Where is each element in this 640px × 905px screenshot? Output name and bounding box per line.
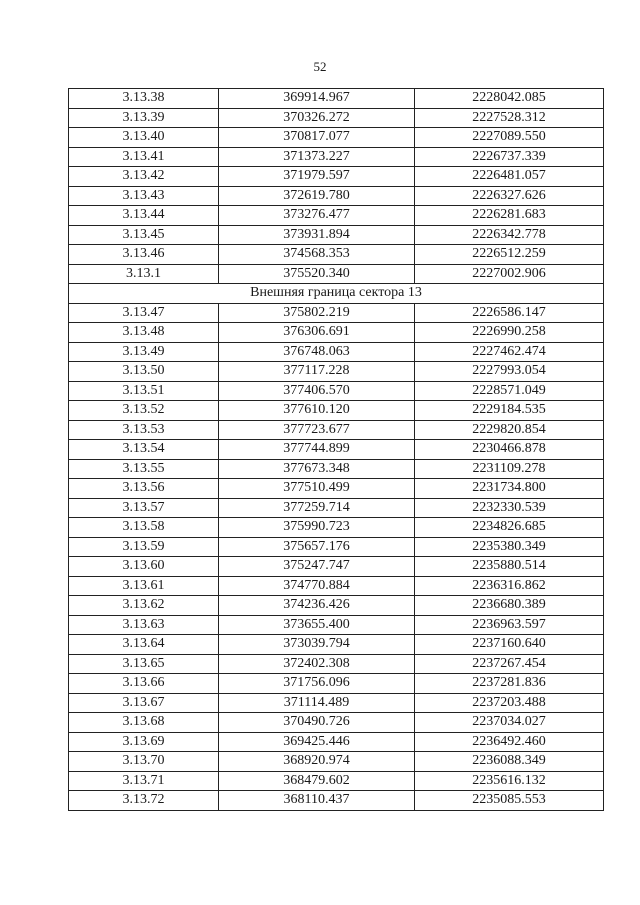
point-id-cell: 3.13.70 [69, 752, 219, 772]
y-coordinate-cell: 2226512.259 [415, 245, 604, 265]
y-coordinate-cell: 2228042.085 [415, 89, 604, 109]
point-id-cell: 3.13.64 [69, 635, 219, 655]
point-id-cell: 3.13.44 [69, 206, 219, 226]
point-id-cell: 3.13.41 [69, 147, 219, 167]
y-coordinate-cell: 2231734.800 [415, 479, 604, 499]
x-coordinate-cell: 373655.400 [219, 615, 415, 635]
x-coordinate-cell: 372619.780 [219, 186, 415, 206]
x-coordinate-cell: 377259.714 [219, 498, 415, 518]
point-id-cell: 3.13.56 [69, 479, 219, 499]
x-coordinate-cell: 375657.176 [219, 537, 415, 557]
rows-before-group [69, 89, 604, 284]
x-coordinate-cell: 370326.272 [219, 108, 415, 128]
table-row [69, 791, 604, 811]
table-row [69, 479, 604, 499]
y-coordinate-cell: 2226737.339 [415, 147, 604, 167]
table-row [69, 108, 604, 128]
x-coordinate-cell: 369914.967 [219, 89, 415, 109]
point-id-cell: 3.13.40 [69, 128, 219, 148]
y-coordinate-cell: 2237034.027 [415, 713, 604, 733]
y-coordinate-cell: 2226586.147 [415, 303, 604, 323]
x-coordinate-cell: 373931.894 [219, 225, 415, 245]
point-id-cell: 3.13.65 [69, 654, 219, 674]
table-row [69, 147, 604, 167]
point-id-cell: 3.13.68 [69, 713, 219, 733]
x-coordinate-cell: 371756.096 [219, 674, 415, 694]
table-row [69, 518, 604, 538]
y-coordinate-cell: 2236492.460 [415, 732, 604, 752]
y-coordinate-cell: 2226327.626 [415, 186, 604, 206]
x-coordinate-cell: 377406.570 [219, 381, 415, 401]
x-coordinate-cell: 368479.602 [219, 771, 415, 791]
point-id-cell: 3.13.47 [69, 303, 219, 323]
table-row [69, 167, 604, 187]
x-coordinate-cell: 376306.691 [219, 323, 415, 343]
table-row [69, 206, 604, 226]
y-coordinate-cell: 2230466.878 [415, 440, 604, 460]
point-id-cell: 3.13.48 [69, 323, 219, 343]
x-coordinate-cell: 371373.227 [219, 147, 415, 167]
table-row [69, 752, 604, 772]
y-coordinate-cell: 2226481.057 [415, 167, 604, 187]
table-row [69, 498, 604, 518]
table-row [69, 303, 604, 323]
y-coordinate-cell: 2231109.278 [415, 459, 604, 479]
x-coordinate-cell: 375520.340 [219, 264, 415, 284]
point-id-cell: 3.13.51 [69, 381, 219, 401]
point-id-cell: 3.13.61 [69, 576, 219, 596]
table-row [69, 420, 604, 440]
y-coordinate-cell: 2235085.553 [415, 791, 604, 811]
table-row [69, 459, 604, 479]
table-row [69, 89, 604, 109]
x-coordinate-cell: 377744.899 [219, 440, 415, 460]
point-id-cell: 3.13.38 [69, 89, 219, 109]
section-title: Внешняя граница сектора 13 [69, 284, 604, 304]
x-coordinate-cell: 373039.794 [219, 635, 415, 655]
table-row [69, 401, 604, 421]
table-row [69, 674, 604, 694]
x-coordinate-cell: 377117.228 [219, 362, 415, 382]
x-coordinate-cell: 368920.974 [219, 752, 415, 772]
y-coordinate-cell: 2237160.640 [415, 635, 604, 655]
x-coordinate-cell: 370490.726 [219, 713, 415, 733]
point-id-cell: 3.13.66 [69, 674, 219, 694]
table-row [69, 537, 604, 557]
table-row [69, 225, 604, 245]
x-coordinate-cell: 372402.308 [219, 654, 415, 674]
point-id-cell: 3.13.1 [69, 264, 219, 284]
y-coordinate-cell: 2237267.454 [415, 654, 604, 674]
y-coordinate-cell: 2227089.550 [415, 128, 604, 148]
y-coordinate-cell: 2229820.854 [415, 420, 604, 440]
x-coordinate-cell: 371114.489 [219, 693, 415, 713]
coordinates-table [68, 88, 604, 811]
point-id-cell: 3.13.57 [69, 498, 219, 518]
y-coordinate-cell: 2235380.349 [415, 537, 604, 557]
y-coordinate-cell: 2235616.132 [415, 771, 604, 791]
y-coordinate-cell: 2237203.488 [415, 693, 604, 713]
table-row [69, 186, 604, 206]
point-id-cell: 3.13.59 [69, 537, 219, 557]
y-coordinate-cell: 2228571.049 [415, 381, 604, 401]
y-coordinate-cell: 2236088.349 [415, 752, 604, 772]
y-coordinate-cell: 2226990.258 [415, 323, 604, 343]
page-number: 52 [313, 59, 327, 74]
y-coordinate-cell: 2226342.778 [415, 225, 604, 245]
y-coordinate-cell: 2227993.054 [415, 362, 604, 382]
table-row [69, 342, 604, 362]
x-coordinate-cell: 374568.353 [219, 245, 415, 265]
section-header-row [69, 284, 604, 304]
x-coordinate-cell: 373276.477 [219, 206, 415, 226]
y-coordinate-cell: 2226281.683 [415, 206, 604, 226]
point-id-cell: 3.13.55 [69, 459, 219, 479]
table-row [69, 381, 604, 401]
x-coordinate-cell: 369425.446 [219, 732, 415, 752]
point-id-cell: 3.13.63 [69, 615, 219, 635]
rows-after-group [69, 303, 604, 810]
table-row [69, 323, 604, 343]
point-id-cell: 3.13.43 [69, 186, 219, 206]
point-id-cell: 3.13.67 [69, 693, 219, 713]
point-id-cell: 3.13.69 [69, 732, 219, 752]
y-coordinate-cell: 2236316.862 [415, 576, 604, 596]
table-row [69, 635, 604, 655]
point-id-cell: 3.13.71 [69, 771, 219, 791]
point-id-cell: 3.13.45 [69, 225, 219, 245]
x-coordinate-cell: 375802.219 [219, 303, 415, 323]
table-row [69, 128, 604, 148]
table-row [69, 596, 604, 616]
point-id-cell: 3.13.58 [69, 518, 219, 538]
x-coordinate-cell: 377723.677 [219, 420, 415, 440]
table-row [69, 576, 604, 596]
x-coordinate-cell: 377610.120 [219, 401, 415, 421]
table-row [69, 615, 604, 635]
point-id-cell: 3.13.39 [69, 108, 219, 128]
x-coordinate-cell: 377673.348 [219, 459, 415, 479]
y-coordinate-cell: 2235880.514 [415, 557, 604, 577]
x-coordinate-cell: 368110.437 [219, 791, 415, 811]
point-id-cell: 3.13.53 [69, 420, 219, 440]
x-coordinate-cell: 377510.499 [219, 479, 415, 499]
x-coordinate-cell: 375990.723 [219, 518, 415, 538]
x-coordinate-cell: 371979.597 [219, 167, 415, 187]
x-coordinate-cell: 374236.426 [219, 596, 415, 616]
point-id-cell: 3.13.72 [69, 791, 219, 811]
table-row [69, 362, 604, 382]
table-row [69, 713, 604, 733]
point-id-cell: 3.13.49 [69, 342, 219, 362]
point-id-cell: 3.13.54 [69, 440, 219, 460]
y-coordinate-cell: 2232330.539 [415, 498, 604, 518]
x-coordinate-cell: 375247.747 [219, 557, 415, 577]
x-coordinate-cell: 370817.077 [219, 128, 415, 148]
table-row [69, 440, 604, 460]
point-id-cell: 3.13.62 [69, 596, 219, 616]
y-coordinate-cell: 2237281.836 [415, 674, 604, 694]
table-row [69, 264, 604, 284]
table-row [69, 693, 604, 713]
table-row [69, 557, 604, 577]
table-row [69, 771, 604, 791]
table-row [69, 732, 604, 752]
y-coordinate-cell: 2227002.906 [415, 264, 604, 284]
y-coordinate-cell: 2227528.312 [415, 108, 604, 128]
table-row [69, 654, 604, 674]
y-coordinate-cell: 2234826.685 [415, 518, 604, 538]
y-coordinate-cell: 2236680.389 [415, 596, 604, 616]
point-id-cell: 3.13.50 [69, 362, 219, 382]
y-coordinate-cell: 2236963.597 [415, 615, 604, 635]
point-id-cell: 3.13.46 [69, 245, 219, 265]
y-coordinate-cell: 2227462.474 [415, 342, 604, 362]
y-coordinate-cell: 2229184.535 [415, 401, 604, 421]
point-id-cell: 3.13.60 [69, 557, 219, 577]
x-coordinate-cell: 376748.063 [219, 342, 415, 362]
table-row [69, 245, 604, 265]
point-id-cell: 3.13.52 [69, 401, 219, 421]
x-coordinate-cell: 374770.884 [219, 576, 415, 596]
point-id-cell: 3.13.42 [69, 167, 219, 187]
section-header-group [69, 284, 604, 304]
